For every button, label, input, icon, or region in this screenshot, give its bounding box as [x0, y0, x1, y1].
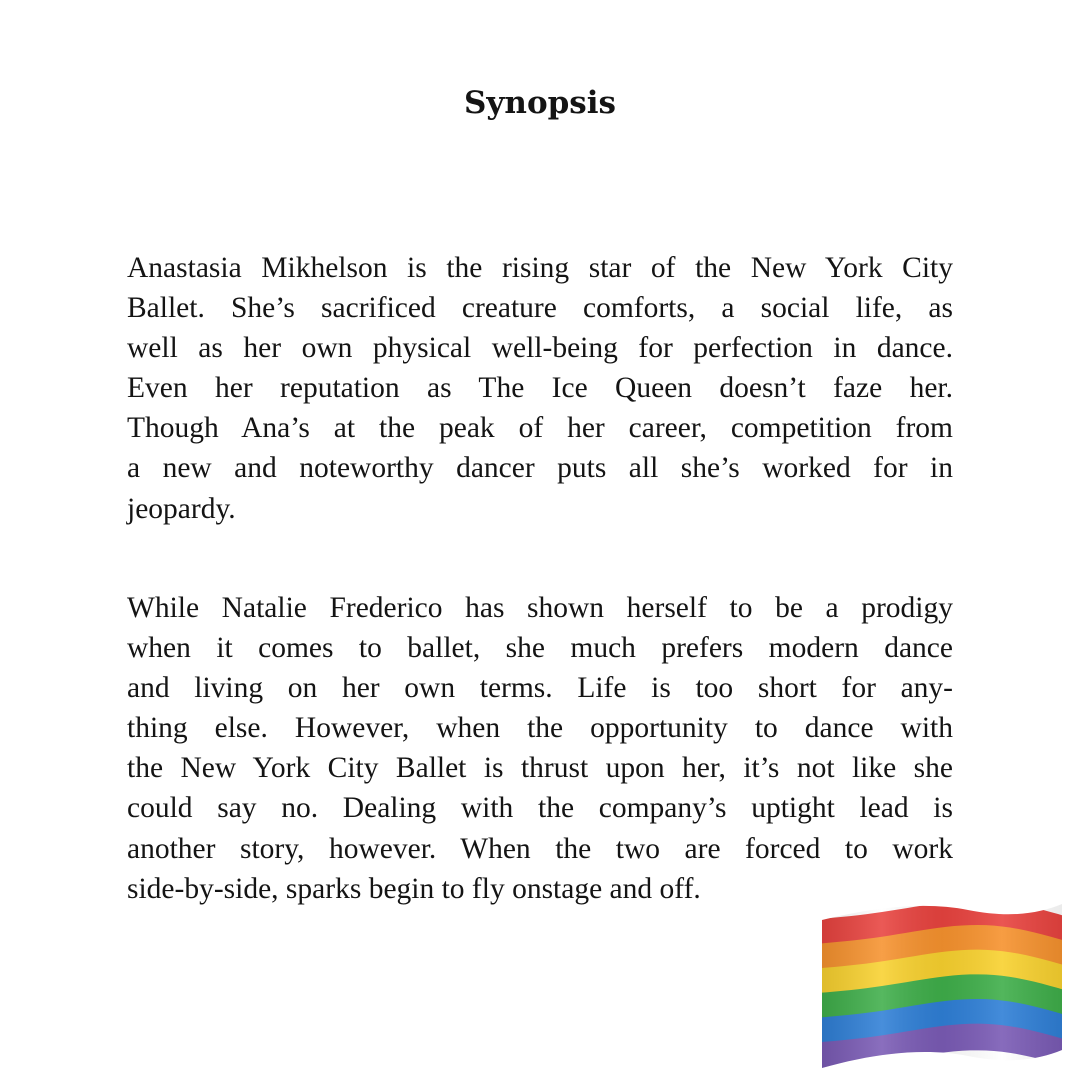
text-line: another story, however. When the two are forced to work [127, 832, 953, 865]
page-title: Synopsis [464, 85, 616, 121]
synopsis-paragraph-2 [127, 588, 953, 909]
synopsis-paragraph-1 [127, 248, 953, 529]
text-line: While Natalie Frederico has shown herself to be a prodigy [127, 592, 953, 624]
text-line: Ballet. She’s sacrificed creature comforts, a social life, as [127, 292, 953, 325]
text-line: side-by-side, sparks begin to fly onstage and off. [127, 872, 701, 905]
text-line: Though Ana’s at the peak of her career, competition from [127, 412, 953, 445]
text-line: Even her reputation as The Ice Queen doesn’t faze her. [127, 372, 953, 405]
text-line: thing else. However, when the opportunity to dance with [127, 712, 953, 745]
text-line: when it comes to ballet, she much prefers modern dance [127, 632, 953, 665]
text-line: Anastasia Mikhelson is the rising star of the New York City [127, 252, 953, 284]
text-line: and living on her own terms. Life is too short for any- [127, 672, 953, 705]
text-line: jeopardy. [127, 492, 236, 525]
text-line: a new and noteworthy dancer puts all she’s worked for in [127, 452, 953, 485]
rainbow-flag-icon [818, 900, 1066, 1080]
text-line: the New York City Ballet is thrust upon her, it’s not like she [127, 752, 953, 785]
text-line: could say no. Dealing with the company’s uptight lead is [127, 792, 953, 825]
text-line: well as her own physical well-being for perfection in dance. [127, 332, 953, 365]
